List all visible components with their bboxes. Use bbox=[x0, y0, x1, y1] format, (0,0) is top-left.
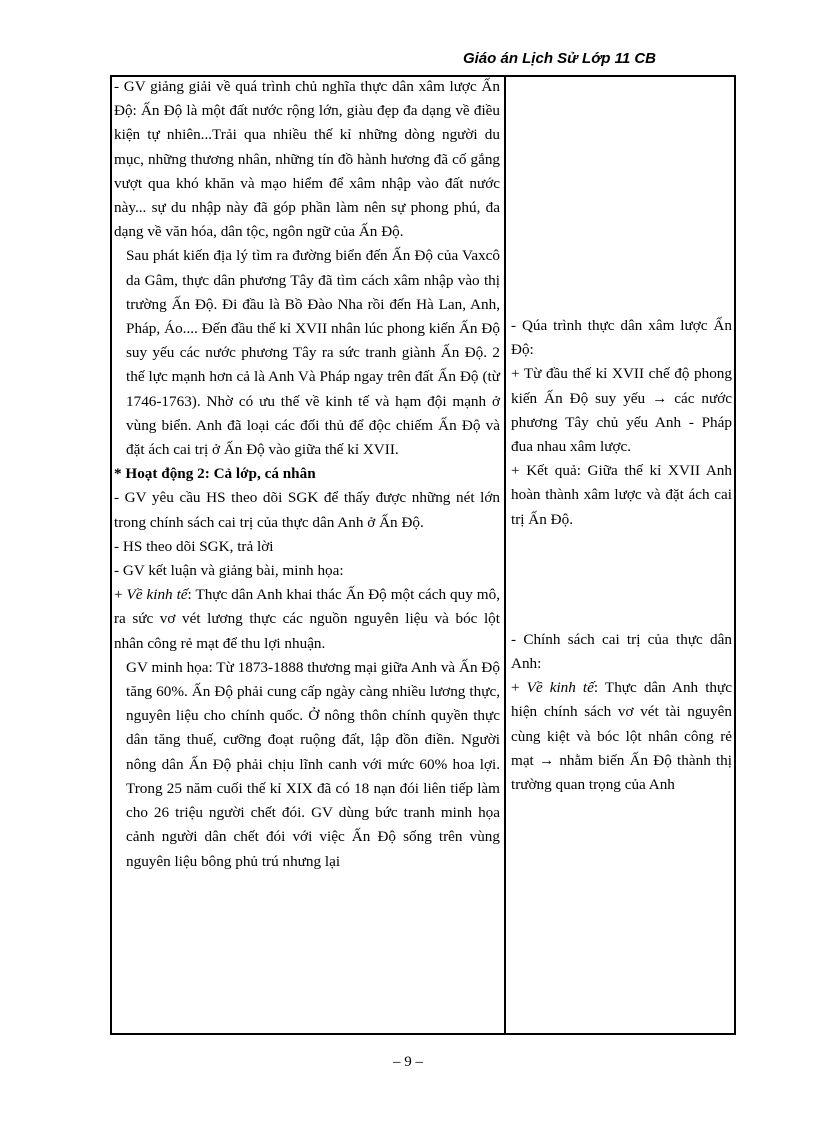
policy-economy-text: : Thực dân Anh thực hiện chính sách vơ vét tài nguyên cùng kiệt và bóc lột nhân công rẻ mạt → nhằm biến Ấn Độ thành thị trường quan trọng của Anh bbox=[511, 679, 732, 794]
policy-economy-label: Về kinh tế bbox=[526, 679, 594, 697]
knowledge-column bbox=[511, 314, 732, 797]
policy-prefix: + bbox=[511, 679, 527, 697]
illustration-paragraph: GV minh họa: Từ 1873-1888 thương mại giữa Anh và Ấn Độ tăng 60%. Ấn Độ phải cung cấp ngày càng nhiều lương thực, nguyên liệu cho chính quốc. Ở nông thôn chính quyền thực dân tăng thuế, cưỡng đoạt ruộng đất, lập đồn điền. Người nông dân Ấn Độ phải chịu lĩnh canh với mức 60% hoa lợi. Trong 25 năm cuối thế kỉ XIX đã có 18 nạn đói liên tiếp làm cho 26 triệu người chết đói. GV dùng bức tranh minh họa cảnh người dân chết đói với việc Ấn Độ sống trên vùng nguyên liệu bông phủ trú nhưng lại bbox=[126, 658, 500, 870]
student-response: - HS theo dõi SGK, trả lời bbox=[114, 537, 274, 555]
economy-paragraph bbox=[114, 583, 500, 656]
activity-heading: * Hoạt động 2: Cả lớp, cá nhân bbox=[114, 465, 316, 483]
colonization-cause: + Từ đầu thế kỉ XVII chế độ phong kiến Ấn Độ suy yếu → các nước phương Tây chủ yếu Anh - Pháp đua nhau xâm lược. bbox=[511, 365, 732, 456]
teacher-activities-column bbox=[114, 75, 500, 874]
policy-heading: - Chính sách cai trị của thực dân Anh: bbox=[511, 630, 732, 673]
intro-paragraph: - GV giảng giải về quá trình chủ nghĩa thực dân xâm lược Ấn Độ: Ấn Độ là một đất nước rộng lớn, giàu đẹp đa dạng về điều kiện tự nhiên...Trải qua nhiều thế kỉ những dòng người du mục, những thương nhân, những tín đồ hành hương đã cố gắng vượt qua khó khăn và mạo hiểm để xâm nhập vào đất nước này... sự du nhập này đã góp phần làm nên sự phong phú, đa dạng về văn hóa, dân tộc, ngôn ngữ của Ấn Độ. bbox=[114, 78, 500, 241]
economy-prefix: + bbox=[114, 586, 127, 604]
history-paragraph: Sau phát kiến địa lý tìm ra đường biển đến Ấn Độ của Vaxcô da Gâm, thực dân phương Tây đã tìm cách xâm nhập vào thị trường Ấn Độ. Đi đầu là Bồ Đào Nha rồi đến Hà Lan, Anh, Pháp, Áo.... Đến đầu thế kỉ XVII nhân lúc phong kiến Ấn Độ suy yếu các nước phương Tây ra sức tranh giành Ấn Độ. 2 thế lực mạnh hơn cả là Anh Và Pháp ngay trên đất Ấn Độ (từ 1746-1763). Nhờ có ưu thế về kinh tế và hạm đội mạnh ở vùng biển. Anh đã loại các đối thủ để độc chiếm Ấn Độ và đặt ách cai trị ở Ấn Độ vào giữa thế kỉ XVII. bbox=[126, 247, 500, 459]
economy-text: : Thực dân Anh khai thác Ấn Độ một cách quy mô, ra sức vơ vét lương thực các nguồn nguyên liệu và bóc lột nhân công rẻ mạt để thu lợi nhuận. bbox=[114, 586, 500, 652]
colonization-heading: - Qúa trình thực dân xâm lược Ấn Độ: bbox=[511, 317, 732, 359]
teacher-conclusion: - GV kết luận và giảng bài, minh họa: bbox=[114, 562, 344, 580]
task-paragraph: - GV yêu cầu HS theo dõi SGK để thấy được những nét lớn trong chính sách cai trị của thực dân Anh ở Ấn Độ. bbox=[114, 489, 500, 531]
column-divider bbox=[504, 75, 506, 1035]
page-number: – 9 – bbox=[393, 1054, 423, 1070]
colonization-result: + Kết quả: Giữa thế kỉ XVII Anh hoàn thành xâm lược và đặt ách cai trị Ấn Độ. bbox=[511, 462, 732, 528]
economy-label: Về kinh tế bbox=[126, 586, 188, 604]
document-header: Giáo án Lịch Sử Lớp 11 CB bbox=[462, 50, 656, 67]
policy-economy bbox=[511, 676, 732, 797]
